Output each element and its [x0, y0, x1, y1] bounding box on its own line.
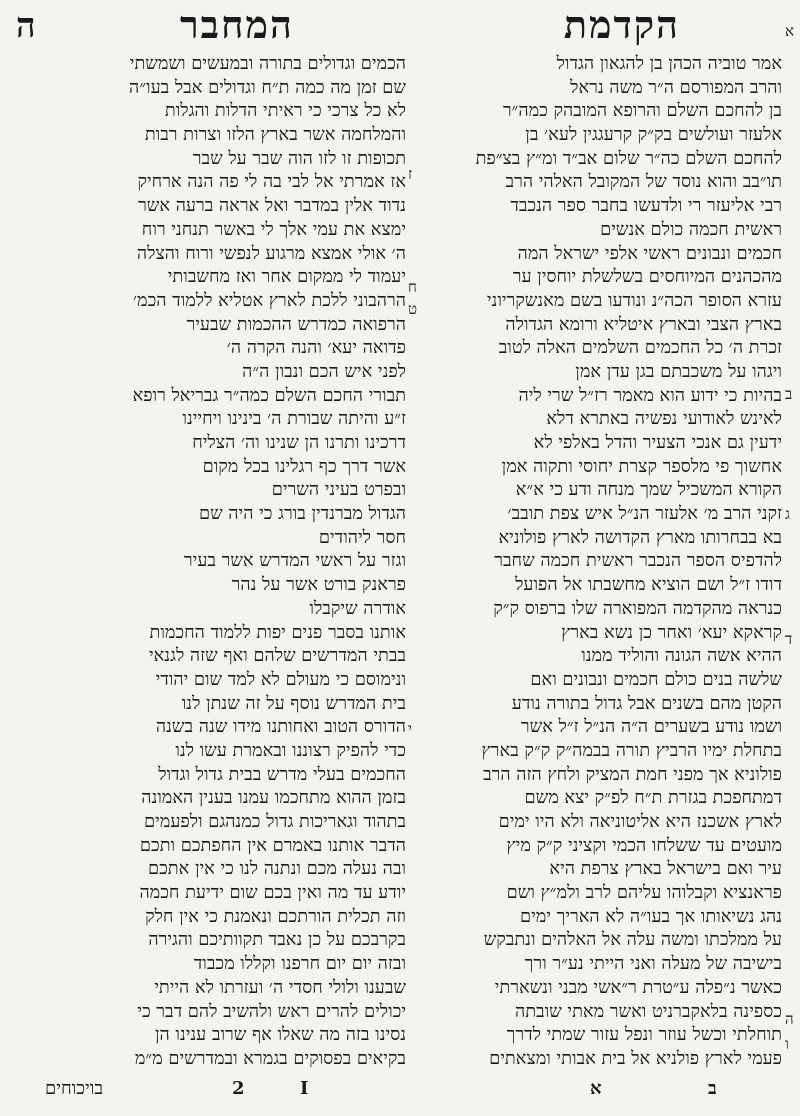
text-line: ויגהו על משכבתם בגן עדן אמן [575, 360, 782, 382]
text-line: שלשה בנים כולם חכמים ונבונים ואם [530, 668, 782, 690]
text-line: דמתחפכת בגזרת ת״ח לפ״ק יצא משם [524, 787, 782, 809]
text-line: אותנו בסבר פנים יפות ללמוד החכמות [149, 621, 406, 643]
left-page-num-1: I [300, 1078, 309, 1099]
text-line: יכולים להרים ראש ולהשיב להם דבר כי [137, 1000, 406, 1022]
text-line: ידעין גם אנכי הצעיר והדל באלפי לא [533, 432, 782, 453]
text-line: הכמים וגדולים בתורה ובמעשים ושמשתי [129, 53, 406, 74]
text-line: נדוד אלין במדבר ואל אראה ברעה אשר [138, 195, 406, 217]
text-line: בקיאים בפסוקים בגמרא ובמדרשים מ״מ [134, 1047, 406, 1069]
text-line: והמלחמה אשר בארץ הלזו וצרות רבות [144, 124, 406, 146]
text-line: לארץ אשכנז היא אליטוניאה ולא היו ימים [498, 811, 782, 832]
text-line: בישיבה של מעלה ואני הייתי נע״ר ורך [524, 953, 782, 975]
margin-mark-b: ב [785, 385, 793, 403]
left-running-title: המחבר [180, 2, 294, 47]
text-line: החכמים בעלי מדרש בבית גדול וגדול [158, 763, 406, 785]
margin-mark-y: י [408, 720, 412, 738]
text-line: שבענו ולולי חסדי ה׳ ועזרתו לא הייתי [154, 976, 406, 998]
text-line: פדואה יעא׳ והנה הקרה ה׳ [226, 337, 406, 359]
text-line: דרכינו ותרנו הן שנינו וה׳ הצליח [192, 432, 406, 453]
margin-mark-g: ג [785, 505, 790, 523]
text-line: להדפיס הספר הנכבר ראשית חכמה שחבר [494, 550, 782, 572]
text-line: ובה נעלה מכם ונתנה לנו כי אין אתכם [148, 858, 406, 880]
text-line: כדי להפיק רצוננו ובאמרת עשו לנו [175, 739, 406, 761]
text-line: אחשוך פי מלספר קצרת יחוסי ותקוה אמן [501, 455, 782, 477]
text-line: חכמים ונבונים ראשי אלפי ישראל המה [517, 242, 782, 264]
text-line: כנראה מהקדמה המפוארה שלו ברפוס ק״ק [493, 597, 782, 619]
text-line: ובזה יום יום חרפנו וקללו מכבוד [193, 953, 406, 975]
text-line: הקטן מהם בשנים אבל גדול בתורה נודע [511, 692, 782, 714]
text-line: על ממלכתו ומשה עלה אל האלהים ונתבקש [483, 929, 782, 951]
text-line: ובפרט בעיני השרים [271, 479, 406, 501]
right-catchword: ב [708, 1078, 717, 1099]
text-line: פולוניא אך מפני חמת המציק ולחץ הזה הרב [483, 763, 782, 785]
text-line: רבי אליעזר רי ולדעשו בחבר ספר הנכבד [510, 195, 782, 217]
text-line: זקני הרב מ׳ אלעזר הנ״ל איש צפת תובב׳ [507, 503, 782, 525]
text-line: ז״ע והיתה שבורת ה׳ בינינו ויחיינו [182, 408, 406, 430]
text-line: אלעזר ועולשים בק״ק קרעגגין לעא׳ בן [525, 124, 782, 146]
text-line: להחכם השלם כה״ר שלום אב״ד ומ״ץ בצ״פת [475, 147, 782, 169]
text-line: בזמן ההוא מתחכמו עמנו בענין האמונה [141, 787, 406, 809]
right-running-title: הקדמת [563, 2, 680, 47]
text-line: ימצא את עמי אלך לי באשר תנחני רוח [141, 218, 406, 240]
text-line: כאשר נ״פלה ע״טרת ר״אשי מבני ונשארתי [494, 976, 782, 998]
margin-mark-a: א [785, 22, 795, 40]
text-line: נסינו בזה מה שאלו אף שרוב ענינו הן [154, 1024, 406, 1046]
margin-mark-h: ה [785, 1010, 794, 1028]
text-line: יעמוד לי ממקום אחר ואז מחשבותי [167, 266, 406, 288]
text-line: פעמי לארץ פולניא אל בית אבותי ומצאתים [489, 1047, 782, 1069]
text-line: בית המדרש נוסף על זה שנתן לנו [181, 692, 406, 714]
text-line: תוחלתי וכשל עוזר ונפל עזור שמתי לדרך [506, 1024, 782, 1046]
text-line: הגדול מברנדין בורג כי היה שם [198, 503, 406, 525]
text-line: אמר טוביה הכהן בן להגאון הגדול [556, 53, 782, 74]
text-line: בארץ הצבי ובארץ איטליא ורומא הגדולה [505, 313, 782, 335]
text-line: וזה תכלית הורתכם ונאמנת כי אין חלק [145, 905, 406, 927]
text-line: תכופות זו לזו הוה שבר על שבר [192, 147, 406, 169]
text-line: לאינש לאודועי נפשיה באתרא דלא [546, 408, 782, 430]
corner-letter: ה [16, 6, 36, 46]
text-line: תבורי החכם השלם כמה״ר גבריאל רופא [132, 384, 406, 406]
margin-mark-ch: ח [408, 278, 417, 296]
text-line: חסר ליהודים [318, 526, 406, 548]
text-line: ראשית חכמה כולם אנשים [600, 218, 782, 240]
text-line: הרפואה כמדרש ההכמות שבעיר [186, 313, 406, 335]
text-line: עיר ואם בישראל בארץ צרפת היא [549, 858, 782, 880]
text-line: מועטים עד ששלחו הכמי וקציני ק״ק מיץ [506, 834, 782, 856]
text-line: מהכהנים המיוחסים בשלשלת יוחסין ער [512, 266, 782, 288]
margin-mark-v: ו [785, 1035, 789, 1053]
text-line: בן להחכם השלם והרופא המובהק כמה״ר [502, 100, 782, 122]
text-line: לא כל צרכי כי ראיתי הדלות והגלות [164, 100, 406, 122]
text-line: נהג נשיאותו אך בעו״ה לא האריך ימים [520, 905, 782, 927]
text-line: דודו ז״ל ושם הוציא מחשבתו אל הפועל [515, 574, 782, 596]
text-line: והרב המפורסם ה״ר משה נראל [570, 76, 782, 98]
margin-mark-d: ד [785, 630, 793, 648]
text-line: בבתי המדרשים שלהם ואף שזה לגנאי [148, 645, 406, 667]
text-line: הקורא המשכיל שמך מנחה ודע כי א״א [515, 479, 782, 501]
text-line: הרהבוני ללכת לארץ אטליא ללמוד הכמ׳ [132, 289, 406, 311]
text-line: אשר דרך כף רגלינו בכל מקום [202, 455, 406, 477]
text-line: זכרת ה׳ כל החכמים השלמים האלה לטוב [498, 337, 782, 359]
text-line: בקרבכם על כן נאבד תקוותיכם והגירה [148, 929, 406, 951]
text-line: פראנק בורט אשר על נהר [231, 574, 406, 596]
text-line: שם זמן מה כמה ת״ח וגדולים אבל בעו״ה [129, 76, 406, 98]
text-line: אודרה שיקבלו [309, 597, 406, 619]
text-line: יודע עד מה ואין בכם שום ידיעת חכמה [139, 882, 406, 904]
text-line: עזרא הסופר הכה״נ ונודעו בשם מאנשקריוני [486, 289, 782, 311]
text-line: ה׳ אולי אמצא מרגוע לנפשי ורוח והצלה [136, 242, 406, 264]
text-line: הדורס הטוב ואחותנו מידו שנה בשנה [155, 716, 406, 738]
text-line: לפני איש הכם ונבון ה״ה [242, 360, 406, 382]
text-line: תו״בב והוא נוסד של המקובל האלהי הרב [505, 171, 782, 193]
text-line: אז אמרתי אל לבי בה לי פה הנה ארחיק [137, 171, 406, 193]
left-page-num-2: 2 [232, 1078, 245, 1099]
text-line: כספינה בלאקברניט ואשר מאתי שובתה [514, 1000, 782, 1022]
right-signature: א [590, 1078, 602, 1099]
text-line: קראקא יעא׳ ואחר כן נשא בארץ [561, 621, 782, 643]
text-line: בתהוד וגאריכות גדול כמנהגם ולפעמים [144, 811, 406, 832]
right-text-column [420, 52, 782, 1072]
left-text-column [40, 52, 406, 1072]
text-line: ההיא אשה הגונה והוליד ממנו [581, 645, 782, 667]
text-line: בתחלת ימיו הרביץ תורה בבמה״ק ק״ק בארץ [481, 739, 782, 761]
text-line: ושמו נודע בשערים ה״ה הנ״ל ז״ל אשר [520, 716, 782, 738]
text-line: פראנציא וקבלוהו עליהם לרב ולמ״ץ ושם [506, 882, 782, 904]
text-line: וגזר על ראשי המדרש אשר בעיר [183, 550, 406, 572]
margin-mark-t: ט [408, 300, 418, 318]
text-line: הדבר אותנו באמרם אין החפתכם ותכם [139, 834, 406, 856]
text-line: בא בבחרותו מארץ הקדושה לארץ פולוניא [498, 526, 782, 548]
margin-mark-z: ז [408, 165, 413, 183]
text-line: ונימוסם כי מעולם לא למד שום יהודי [155, 668, 406, 690]
left-catchword: בויכוחים [45, 1078, 104, 1099]
text-line: בהיות כי ידוע הוא מאמר רז״ל שרי ליה [518, 384, 782, 406]
